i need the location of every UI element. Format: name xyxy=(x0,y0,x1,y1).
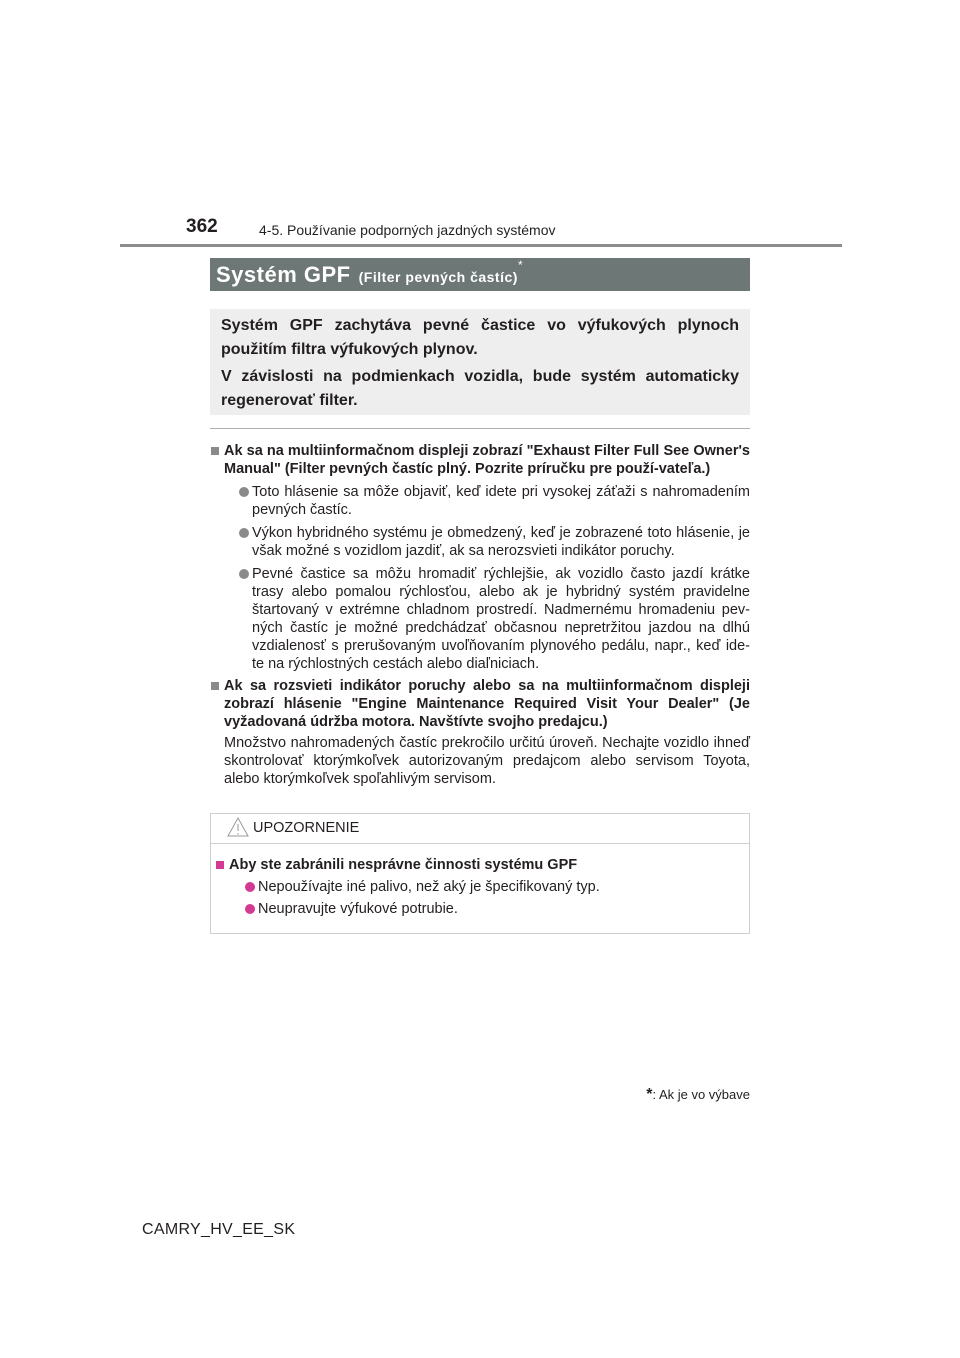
list-item-text: Pevné častice sa môžu hromadiť rýchlejšie, ak vozidlo často jazdí krátke trasy alebo pomalou rýchlosťou, alebo ak je hybridný systém pravidelne štartovaný v extrémne chladnom prostredí. Nadmernému hromadeniu pev-ných častíc je možné predchádzať občasnou nepretržitou jazdou na dlhú vzdialenosť s prerušovaným uvoľňovaním plynového pedálu, napr., keď ide-te na rýchlostných cestách alebo diaľniciach. xyxy=(252,566,750,672)
chapter-header: 4-5. Používanie podporných jazdných systémov xyxy=(259,222,556,238)
intro-paragraph: V závislosti na podmienkach vozidla, bude systém automaticky regenerovať filter. xyxy=(221,368,739,409)
divider xyxy=(210,428,750,429)
info-section-text: Množstvo nahromadených častíc prekročilo určitú úroveň. Nechajte vozidlo ihneď skontrolovať ktorýmkoľvek autorizovaným predajcom alebo servisom Toyota, alebo ktorýmkoľvek spoľahlivým servisom. xyxy=(224,735,750,787)
asterisk-icon: * xyxy=(646,1086,653,1103)
intro-box xyxy=(210,309,750,415)
circle-bullet-icon xyxy=(239,528,249,538)
warning-triangle-icon xyxy=(227,816,249,843)
warning-section xyxy=(215,856,749,918)
section-title-bar xyxy=(210,258,750,291)
info-section xyxy=(210,442,750,673)
list-item-text: Neupravujte výfukové potrubie. xyxy=(258,901,458,917)
document-code: CAMRY_HV_EE_SK xyxy=(142,1221,296,1238)
header-rule xyxy=(120,244,842,247)
warning-header xyxy=(211,814,749,844)
warning-box xyxy=(210,813,750,934)
page-number: 362 xyxy=(186,216,218,237)
section-subtitle: (Filter pevných častíc) xyxy=(358,268,518,285)
info-section-heading: Ak sa na multiinformačnom displeji zobrazí "Exhaust Filter Full See Owner's Manual" (Filter pevných častíc plný. Pozrite príručku pre použí-vateľa.) xyxy=(224,443,750,477)
square-bullet-icon xyxy=(216,861,224,869)
list-item xyxy=(229,878,749,896)
intro-paragraph: Systém GPF zachytáva pevné častice vo výfukových plynoch použitím filtra výfukových plynov. xyxy=(221,317,739,358)
warning-heading: Aby ste zabránili nesprávne činnosti systému GPF xyxy=(229,857,578,873)
square-bullet-icon xyxy=(211,447,219,455)
list-item-text: Toto hlásenie sa môže objaviť, keď idete pri vysokej záťaži s nahromadením pevných častíc. xyxy=(252,484,750,518)
info-section xyxy=(210,677,750,731)
circle-bullet-icon xyxy=(239,569,249,579)
warning-label: UPOZORNENIE xyxy=(253,820,360,836)
circle-bullet-icon xyxy=(239,487,249,497)
section-title: Systém GPF xyxy=(216,261,351,287)
list-item-text: Výkon hybridného systému je obmedzený, keď je zobrazené toto hlásenie, je však možné s vozidlom jazdiť, ak sa nerozsvieti indikátor poruchy. xyxy=(252,525,750,559)
footnote xyxy=(646,1086,750,1104)
list-item xyxy=(224,565,750,673)
list-item xyxy=(229,900,749,918)
list-item-text: Nepoužívajte iné palivo, než aký je špecifikovaný typ. xyxy=(258,879,600,895)
circle-bullet-icon xyxy=(245,882,255,892)
warning-body xyxy=(211,844,749,918)
square-bullet-icon xyxy=(211,682,219,690)
list-item xyxy=(224,483,750,519)
footnote-text: : Ak je vo výbave xyxy=(652,1087,750,1102)
content-body xyxy=(210,442,750,788)
circle-bullet-icon xyxy=(245,904,255,914)
optional-equipment-marker: * xyxy=(517,257,523,272)
info-section-heading: Ak sa rozsvieti indikátor poruchy alebo sa na multiinformačnom displeji zobrazí hlásenie "Engine Maintenance Required Visit Your Dealer" (Je vyžadovaná údržba motora. Navštívte svojho predajcu.) xyxy=(224,678,750,730)
list-item xyxy=(224,524,750,560)
